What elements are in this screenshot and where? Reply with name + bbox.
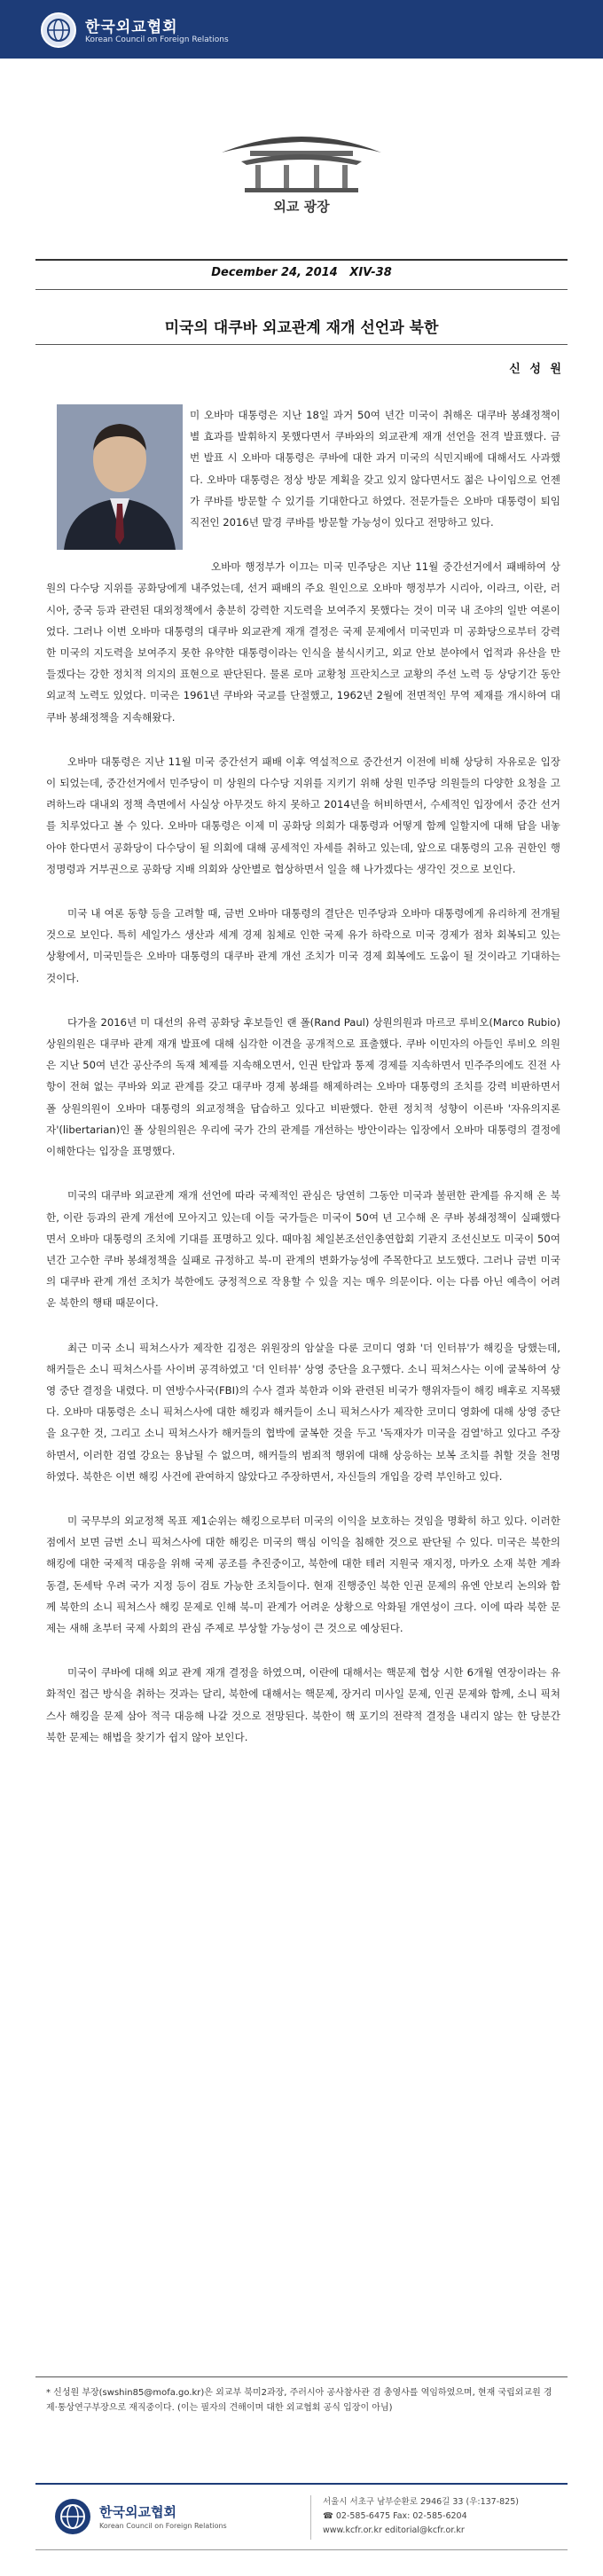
paragraph-3: 오바마 대통령은 지난 11월 미국 중간선거 패배 이후 역설적으로 중간선거 이전에 비해 상당히 자유로운 입장이 되었는데, 중간선거에서 민주당이 미 상원의 다수당 지위를 지키기 위해 상원 민주당 의원들의 다양한 요청을 고려하느라 대내외 정책 측면에서 사실상 아무것도 하지 못하고 2014년을 허비하면서, 수세적인 입장에서 중간 선거를 치루었다고 볼 수 있다. 오바마 대통령은 이제 미 공화당 의회가 대통령과 어떻게 함께 일할지에 대해 답을 내놓아야 한다면서 공화당이 다수당이 될 의회에 대해 공세적인 자세를 취하고 있는데, 앞으로 대통령의 고유 권한인 행정명령과 거부권으로 공화당 지배 의회와 상안별로 협상하면서 일을 해 나가겠다는 생각인 것으로 보인다. [46,755,560,875]
paragraph-5: 다가올 2016년 미 대선의 유력 공화당 후보들인 랜 폴(Rand Paul) 상원의원과 마르코 루비오(Marco Rubio) 상원의원은 대쿠바 관계 재개 발표에 대해 심각한 이견을 공개적으로 표출했다. 쿠바 이민자의 아들인 루비오 의원은 지난 50여 년간 공산주의 독재 체제를 지속해오면서, 인권 탄압과 통제 경제를 지속하면서 민주주의에도 진전 사항이 전혀 없는 쿠바와 외교 관계를 갖고 대쿠바 경제 봉쇄를 해제하려는 오바마 대통령의 조치를 강력 비판하면서 폴 상원의원이 오바마 대통령의 외교정책을 답습하고 있다고 비판했다. 한편 정치적 성향이 이른바 '자유의지론자'(libertarian)인 폴 상원의원은 우리에 국가 간의 관계를 개선하는 방안이라는 입장에서 오바마 대통령의 결정에 이해한다는 입장을 표명했다. [46,1015,560,1158]
emblem-caption: 외교 광장 [273,199,330,215]
org-name-en: Korean Council on Foreign Relations [85,35,229,44]
article-author: 신 성 원 [509,363,564,376]
paragraph-2: 오바마 행정부가 이끄는 미국 민주당은 지난 11월 중간선거에서 패배하여 상원의 다수당 지위를 공화당에게 내주었는데, 선거 패배의 주요 원인으로 오바마 행정부가 시리아, 이라크, 이란, 러시아, 중국 등과 관련된 대외정책에서 충분히 강력한 지도력을 보여주지 못했다는 것이 미국 내 조야의 일반 여론이었다. 그러나 이번 오바마 대통령의 대쿠바 외교관계 재개 결정은 국제 문제에서 미국민과 미 공화당으로부터 강력한 미국의 지도력을 보여주지 못한 유약한 대통령이라는 인식을 불식시키고, 외교 안보 분야에서 업적과 유산을 만들겠다는 강한 정치적 의지의 표현으로 판단된다. 물론 로마 교황청 프란치스코 교황의 주선 노력 등 상당기간 동안 외교적 노력도 있었다. 미국은 1961년 쿠바와 국교를 단절했고, 1962년 2월에 전면적인 무역 제재를 개시하여 대쿠바 봉쇄정책을 지속해왔다. [46,560,560,724]
council-logo [41,12,76,48]
footer-logo [55,2499,90,2534]
paragraph-6: 미국의 대쿠바 외교관계 재개 선언에 따라 국제적인 관심은 당연히 그동안 미국과 불편한 관계를 유지해 온 북한, 이란 등과의 관계 개선에 모아지고 있는데 이들 국가들은 미국이 50여 년 고수해 온 쿠바 봉쇄정책이 실패했다면서 오바마 대통령의 조치에 기대를 표명하고 있다. 때마침 체일본조선인총연합회 기관지 조선신보도 미국이 50여 년간 고수한 쿠바 봉쇄정책을 실패로 규정하고 북-미 관계의 변화가능성에 주목한다고 보도했다. 그러나 금번 미국의 대쿠바 관계 개선 조치가 북한에도 긍정적으로 작용할 수 있을 지는 매우 의문이다. 이는 다름 아닌 예측이 어려운 북한의 행태 때문이다. [46,1189,560,1310]
paragraph-1: 미 오바마 대통령은 지난 18일 과거 50여 년간 미국이 취해온 대쿠바 봉쇄정책이 별 효과를 발휘하지 못했다면서 쿠바와의 외교관계 재개 선언을 전격 발표했다. 금번 발표 시 오바마 대통령은 쿠바에 대한 과거 미국의 식민지배에 대해서도 사과했다. 오바마 대통령은 정상 방문 계획을 갖고 있지 않다면서도 젊은 나이임으로 언젠가 쿠바를 방문할 수 있기를 기대한다고 하였다. 전문가들은 오바마 대통령이 퇴임 직전인 2016년 말경 쿠바를 방문할 가능성이 있다고 전망하고 있다. [190,409,560,529]
paragraph-7: 최근 미국 소니 픽쳐스사가 제작한 김정은 위원장의 암살을 다룬 코미디 영화 '더 인터뷰'가 해킹을 당했는데, 해커들은 소니 픽쳐스사를 사이버 공격하였고 '더 인터뷰' 상영 중단을 요구했다. 소니 픽쳐스사는 이에 굴복하여 상영 중단 결정을 내렸다. 미 연방수사국(FBI)의 수사 결과 북한과 이와 관련된 비국가 행위자들이 해킹 배후로 지목됐다. 오바마 대통령은 소니 픽쳐스사에 대한 해킹과 해커들이 소니 픽쳐스사가 제작한 코미디 영화에 대해 상영 중단을 요구한 것, 그리고 소니 픽쳐스사가 해커들의 협박에 굴복한 것을 두고 '독재자가 미국을 검열'하고 있다고 주장하면서, 이러한 검열 강요는 용납될 수 없으며, 해커들의 범죄적 행위에 대해 상응하는 보복 조치를 취할 것을 천명하였다. 북한은 이번 해킹 사건에 관여하지 않았다고 주장하면서, 자신들의 개입을 강력 부인하고 있다. [46,1341,560,1483]
footer-address: 서울시 서초구 남부순환로 2946길 33 (우:137-825) [323,2497,519,2507]
article-title: 미국의 대쿠바 외교관계 재개 선언과 북한 [164,319,439,337]
paragraph-9: 미국이 쿠바에 대해 외교 관계 재개 결정을 하였으며, 이란에 대해서는 핵문제 협상 시한 6개월 연장이라는 유화적인 접근 방식을 취하는 것과는 달리, 북한에 대해서는 핵문제, 장거리 미사일 문제, 인권 문제와 함께, 소니 픽쳐스사 해킹을 문제 삼아 적극 대응해 나갈 것으로 전망된다. 북한이 핵 포기의 전략적 결정을 내리지 않는 한 당분간 북한 문제는 해법을 찾기가 쉽지 않아 보인다. [46,1666,560,1743]
date-rule [35,289,568,290]
footer-phone-fax: ☎ 02-585-6475 Fax: 02-585-6204 [323,2511,467,2521]
org-name-ko: 한국외교협회 [85,19,178,36]
paragraph-8: 미 국무부의 외교정책 목표 제1순위는 해킹으로부터 미국의 이익을 보호하는 것임을 명확히 하고 있다. 이러한 점에서 보면 금번 소니 픽쳐스사에 대한 해킹은 미국의 핵심 이익을 침해한 것으로 판단될 수 있다. 미국은 북한의 해킹에 대한 국제적 대응을 위해 국제 공조를 추진중이고, 북한에 대한 테러 지원국 재지정, 마카오 소재 북한 계좌 동결, 돈세탁 우려 국가 지정 등이 검토 가능한 조치들이다. 현재 진행중인 북한 인권 문제의 유엔 안보리 논의와 함께 북한의 소니 픽쳐스사 해킹 문제로 인해 북-미 관계가 어려운 상황으로 악화될 개연성이 크다. 이에 따라 북한 문제는 새해 초부터 국제 사회의 관심 주제로 부상할 가능성이 큰 것으로 예상된다. [46,1514,560,1634]
title-rule [35,344,568,345]
footer-divider [310,2495,311,2540]
globe-icon [46,18,71,43]
footer-contact [323,2495,519,2538]
footer-web-email[interactable]: www.kcfr.or.kr editorial@kcfr.or.kr [323,2525,465,2535]
footer-org-name-ko: 한국외교협회 [99,2504,176,2520]
header-bar [0,0,603,59]
article-body [46,404,560,1771]
globe-icon [59,2502,87,2531]
issue-number: XIV-38 [349,266,392,279]
author-footnote: * 신성원 부장(swshin85@mofa.go.kr)은 외교부 북미2과장, 주러시아 공사참사관 겸 총영사를 역임하였으며, 현재 국립외교원 경제·통상연구부장으로 재직중이다. (이는 필자의 견해이며 대한 외교협회 공식 입장이 아님) [46,2388,552,2413]
footnote-rule [35,2376,568,2377]
top-rule [35,259,568,261]
pavilion-emblem [215,126,388,241]
issue-date: December 24, 2014 [211,266,338,279]
photo-spacer [46,404,190,568]
footer [35,2483,568,2550]
paragraph-4: 미국 내 여론 동향 등을 고려할 때, 금번 오바마 대통령의 결단은 민주당과 오바마 대통령에게 유리하게 전개될 것으로 보인다. 특히 세일가스 생산과 세계 경제 침체로 인한 국제 유가 하락으로 미국 경제가 점차 회복되고 있는 상황에서, 미국민들은 오바마 대통령의 대쿠바 관계 개선 조치가 미국 경제 회복에도 도움이 될 것이라고 기대하는 것이다. [46,907,560,984]
issue-dateline [0,266,603,279]
pavilion-icon [215,126,388,197]
footer-org-name-en: Korean Council on Foreign Relations [99,2522,227,2530]
